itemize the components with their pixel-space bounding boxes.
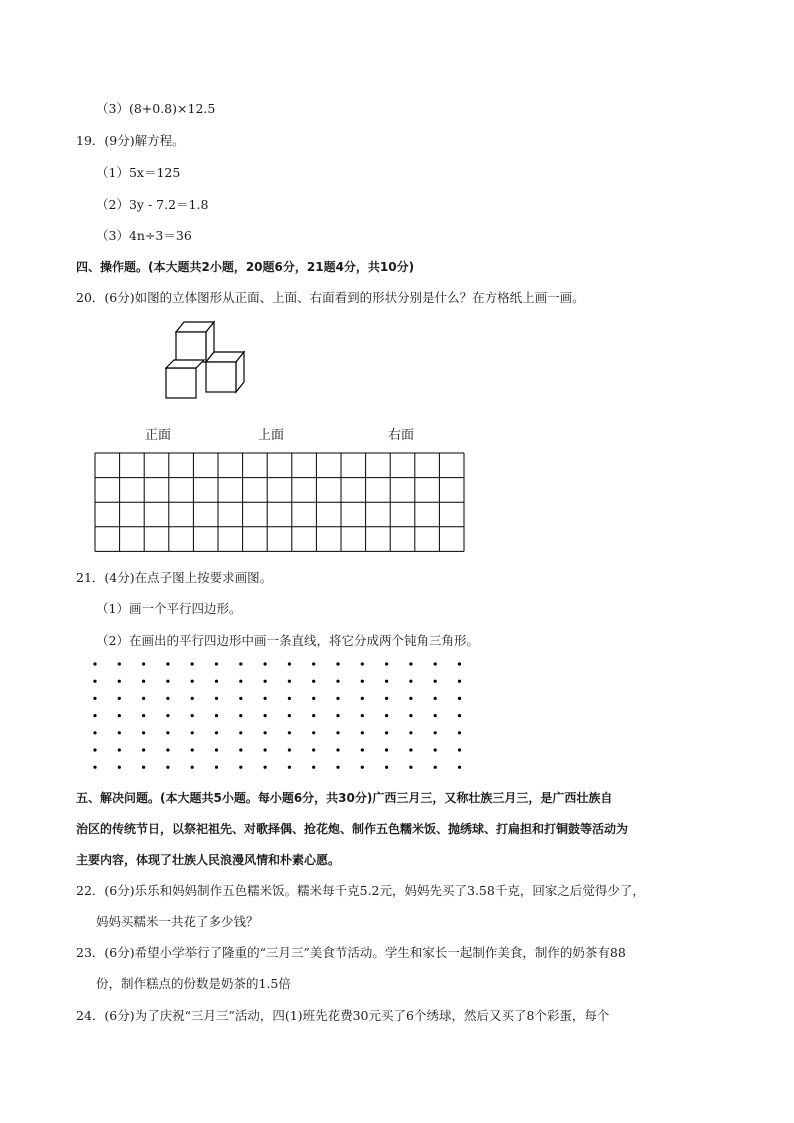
dot (361, 714, 364, 717)
dot (312, 662, 315, 665)
question-23-line-2: 份，制作糕点的份数是奶茶的1.5倍 (96, 976, 291, 991)
dot (385, 766, 388, 769)
dot (215, 662, 218, 665)
question-22-line-1: 22．(6分)乐乐和妈妈制作五色糯米饭。糯米每千克5.2元，妈妈先买了3.58千克，回家之后觉得少了， (76, 883, 645, 898)
dot (191, 714, 194, 717)
dot (361, 697, 364, 700)
label-front-view: 正面 (145, 428, 172, 443)
dot (166, 731, 169, 734)
square-grid (94, 452, 466, 552)
question-21-part-1: （1）画一个平行四边形。 (96, 601, 242, 616)
dot (215, 731, 218, 734)
dot (336, 680, 339, 683)
dot (191, 731, 194, 734)
dot (118, 662, 121, 665)
dot (385, 714, 388, 717)
dot (458, 680, 461, 683)
dot (385, 697, 388, 700)
dot (434, 714, 437, 717)
dot (93, 714, 96, 717)
dot (361, 680, 364, 683)
question-19: 19．(9分)解方程。 (76, 133, 185, 148)
dot (239, 697, 242, 700)
dot (142, 766, 145, 769)
dot (264, 680, 267, 683)
dot (239, 748, 242, 751)
dot (264, 766, 267, 769)
dot (409, 714, 412, 717)
cube-figure (160, 318, 250, 402)
dot (264, 714, 267, 717)
dot (434, 680, 437, 683)
dot (288, 731, 291, 734)
section-5-heading-line-3: 主要内容，体现了壮族人民浪漫风情和朴素心愿。 (76, 853, 341, 867)
dot (336, 766, 339, 769)
dot (385, 662, 388, 665)
dot (191, 748, 194, 751)
dot (264, 697, 267, 700)
question-22-line-2: 妈妈买糯米一共花了多少钱？ (96, 914, 259, 929)
dot (191, 680, 194, 683)
dot (166, 748, 169, 751)
dot (409, 697, 412, 700)
dot (312, 680, 315, 683)
question-24-line-1: 24．(6分)为了庆祝“三月三”活动，四(1)班先花费30元买了6个绣球，然后又买了8个彩蛋，每个 (76, 1008, 610, 1023)
dot (215, 697, 218, 700)
dot (312, 714, 315, 717)
dot (434, 766, 437, 769)
dot (409, 662, 412, 665)
dot (312, 748, 315, 751)
dot (312, 766, 315, 769)
dot (288, 714, 291, 717)
dot (142, 748, 145, 751)
question-21-part-2: （2）在画出的平行四边形中画一条直线，将它分成两个钝角三角形。 (96, 633, 479, 648)
dot (336, 662, 339, 665)
dot (118, 680, 121, 683)
dot (288, 680, 291, 683)
dot (288, 766, 291, 769)
dot (166, 714, 169, 717)
dot (458, 748, 461, 751)
dot (93, 748, 96, 751)
dot (458, 697, 461, 700)
dot (215, 766, 218, 769)
dot (312, 697, 315, 700)
dot (385, 731, 388, 734)
question-21: 21．(4分)在点子图上按要求画图。 (76, 570, 273, 585)
dot (118, 766, 121, 769)
dot (239, 731, 242, 734)
dot (385, 748, 388, 751)
dot (215, 680, 218, 683)
dot (166, 680, 169, 683)
dot (93, 731, 96, 734)
dot (215, 714, 218, 717)
question-23-line-1: 23．(6分)希望小学举行了隆重的“三月三”美食节活动。学生和家长一起制作美食，制作的奶茶有88 (76, 945, 626, 960)
dot (434, 748, 437, 751)
dot (288, 662, 291, 665)
dot (191, 662, 194, 665)
dot (361, 766, 364, 769)
section-4-heading: 四、操作题。(本大题共2小题，20题6分，21题4分，共10分) (76, 260, 415, 274)
dot (288, 748, 291, 751)
dot (215, 748, 218, 751)
dot (288, 697, 291, 700)
dot (118, 697, 121, 700)
dot (166, 697, 169, 700)
section-5-heading-line-1: 五、解决问题。(本大题共5小题。每小题6分，共30分)广西三月三，又称壮族三月三，是广西壮族自 (76, 791, 613, 805)
dot (142, 662, 145, 665)
dot (142, 714, 145, 717)
label-right-view: 右面 (388, 428, 415, 443)
dot (312, 731, 315, 734)
label-top-view: 上面 (258, 428, 285, 443)
dot (93, 766, 96, 769)
question-20: 20．(6分)如图的立体图形从正面、上面、右面看到的形状分别是什么？在方格纸上画一画。 (76, 290, 585, 305)
dot (93, 662, 96, 665)
equation-2: （2）3y - 7.2＝1.8 (96, 197, 209, 212)
dot (336, 714, 339, 717)
dot (239, 662, 242, 665)
dot (361, 748, 364, 751)
dot (361, 731, 364, 734)
problem-18-3: （3）(8+0.8)×12.5 (96, 101, 216, 116)
dot (409, 748, 412, 751)
dot (239, 714, 242, 717)
dot (118, 731, 121, 734)
dot (336, 697, 339, 700)
dot (409, 766, 412, 769)
dot (361, 662, 364, 665)
dot (93, 697, 96, 700)
dot (118, 714, 121, 717)
dot (166, 662, 169, 665)
dot (434, 662, 437, 665)
dot (336, 748, 339, 751)
dot (264, 731, 267, 734)
equation-1: （1）5x＝125 (96, 165, 181, 180)
dot (142, 697, 145, 700)
dot (264, 748, 267, 751)
dot (142, 680, 145, 683)
dot (409, 731, 412, 734)
dot (118, 748, 121, 751)
dot (458, 714, 461, 717)
dot (458, 662, 461, 665)
dot (142, 731, 145, 734)
dot (458, 731, 461, 734)
dot-grid (92, 660, 462, 772)
dot (264, 662, 267, 665)
dot (434, 697, 437, 700)
dot (239, 766, 242, 769)
dot (336, 731, 339, 734)
dot (93, 680, 96, 683)
dot (191, 766, 194, 769)
dot (385, 680, 388, 683)
dot (458, 766, 461, 769)
dot (166, 766, 169, 769)
equation-3: （3）4n÷3＝36 (96, 228, 192, 243)
dot (239, 680, 242, 683)
dot (191, 697, 194, 700)
dot (434, 731, 437, 734)
section-5-heading-line-2: 治区的传统节日，以祭祀祖先、对歌择偶、抢花炮、制作五色糯米饭、抛绣球、打扁担和打铜鼓等活动为 (76, 822, 629, 836)
dot (409, 680, 412, 683)
